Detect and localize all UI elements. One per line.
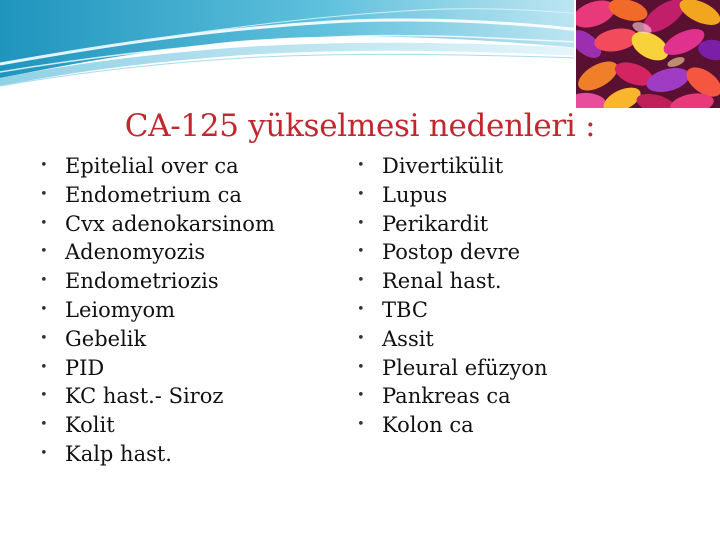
bullet-icon: • bbox=[40, 215, 48, 231]
list-item-text: Assit bbox=[382, 326, 434, 351]
list-item-text: Renal hast. bbox=[382, 269, 502, 294]
header-wave-decoration bbox=[0, 0, 580, 95]
bullet-icon: • bbox=[40, 186, 48, 202]
list-item-text: TBC bbox=[382, 297, 428, 322]
list-item-text: Perikardit bbox=[382, 211, 489, 236]
bullet-icon: • bbox=[40, 158, 48, 173]
list-item bbox=[357, 325, 548, 354]
bullet-icon: • bbox=[357, 215, 365, 231]
bullet-icon: • bbox=[40, 330, 48, 346]
list-item bbox=[357, 210, 548, 239]
bullet-icon: • bbox=[357, 158, 365, 173]
list-item-text: Endometriozis bbox=[65, 269, 219, 294]
bullet-icon: • bbox=[357, 301, 365, 317]
list-item-text: Kalp hast. bbox=[65, 441, 172, 466]
bullet-icon: • bbox=[40, 244, 48, 260]
list-item bbox=[40, 152, 275, 181]
list-item bbox=[40, 181, 275, 210]
list-item bbox=[357, 382, 548, 411]
bullet-icon: • bbox=[357, 417, 365, 433]
list-item bbox=[357, 238, 548, 267]
bullet-icon: • bbox=[40, 273, 48, 289]
list-item bbox=[40, 382, 275, 411]
list-item-text: KC hast.- Siroz bbox=[65, 384, 224, 409]
bullet-icon: • bbox=[40, 388, 48, 404]
list-item bbox=[40, 354, 275, 383]
flower-petals-image bbox=[574, 0, 720, 110]
list-item bbox=[357, 152, 548, 181]
list-item-text: Pleural efüzyon bbox=[382, 355, 548, 380]
list-item-text: Postop devre bbox=[382, 240, 521, 265]
bullet-icon: • bbox=[40, 359, 48, 375]
list-item-text: Lupus bbox=[382, 182, 448, 207]
list-item-text: Adenomyozis bbox=[65, 240, 206, 265]
list-item bbox=[40, 440, 275, 469]
list-item bbox=[357, 354, 548, 383]
list-item bbox=[40, 267, 275, 296]
left-bullet-list bbox=[40, 152, 275, 469]
list-item-text: Divertikülit bbox=[382, 154, 504, 178]
bullet-icon: • bbox=[40, 445, 48, 461]
list-item bbox=[40, 325, 275, 354]
list-item-text: Pankreas ca bbox=[382, 384, 511, 409]
bullet-icon: • bbox=[40, 417, 48, 433]
bullet-icon: • bbox=[357, 244, 365, 260]
right-bullet-list bbox=[357, 152, 548, 440]
list-item-text: PID bbox=[65, 355, 105, 380]
list-item-text: Epitelial over ca bbox=[65, 154, 239, 178]
bullet-icon: • bbox=[357, 186, 365, 202]
list-item bbox=[357, 411, 548, 440]
slide-title: CA-125 yükselmesi nedenleri : bbox=[124, 108, 596, 144]
list-item bbox=[357, 267, 548, 296]
bullet-icon: • bbox=[357, 273, 365, 289]
list-item-text: Gebelik bbox=[65, 326, 147, 351]
list-item bbox=[357, 296, 548, 325]
list-item bbox=[357, 181, 548, 210]
list-item bbox=[40, 296, 275, 325]
list-item-text: Kolit bbox=[65, 413, 115, 438]
list-item-text: Kolon ca bbox=[382, 413, 474, 438]
bullet-icon: • bbox=[357, 330, 365, 346]
bullet-icon: • bbox=[357, 388, 365, 404]
list-item bbox=[40, 238, 275, 267]
bullet-icon: • bbox=[357, 359, 365, 375]
list-item-text: Leiomyom bbox=[65, 297, 176, 322]
list-item-text: Cvx adenokarsinom bbox=[65, 211, 275, 236]
list-item bbox=[40, 411, 275, 440]
list-item bbox=[40, 210, 275, 239]
bullet-icon: • bbox=[40, 301, 48, 317]
list-item-text: Endometrium ca bbox=[65, 182, 242, 207]
